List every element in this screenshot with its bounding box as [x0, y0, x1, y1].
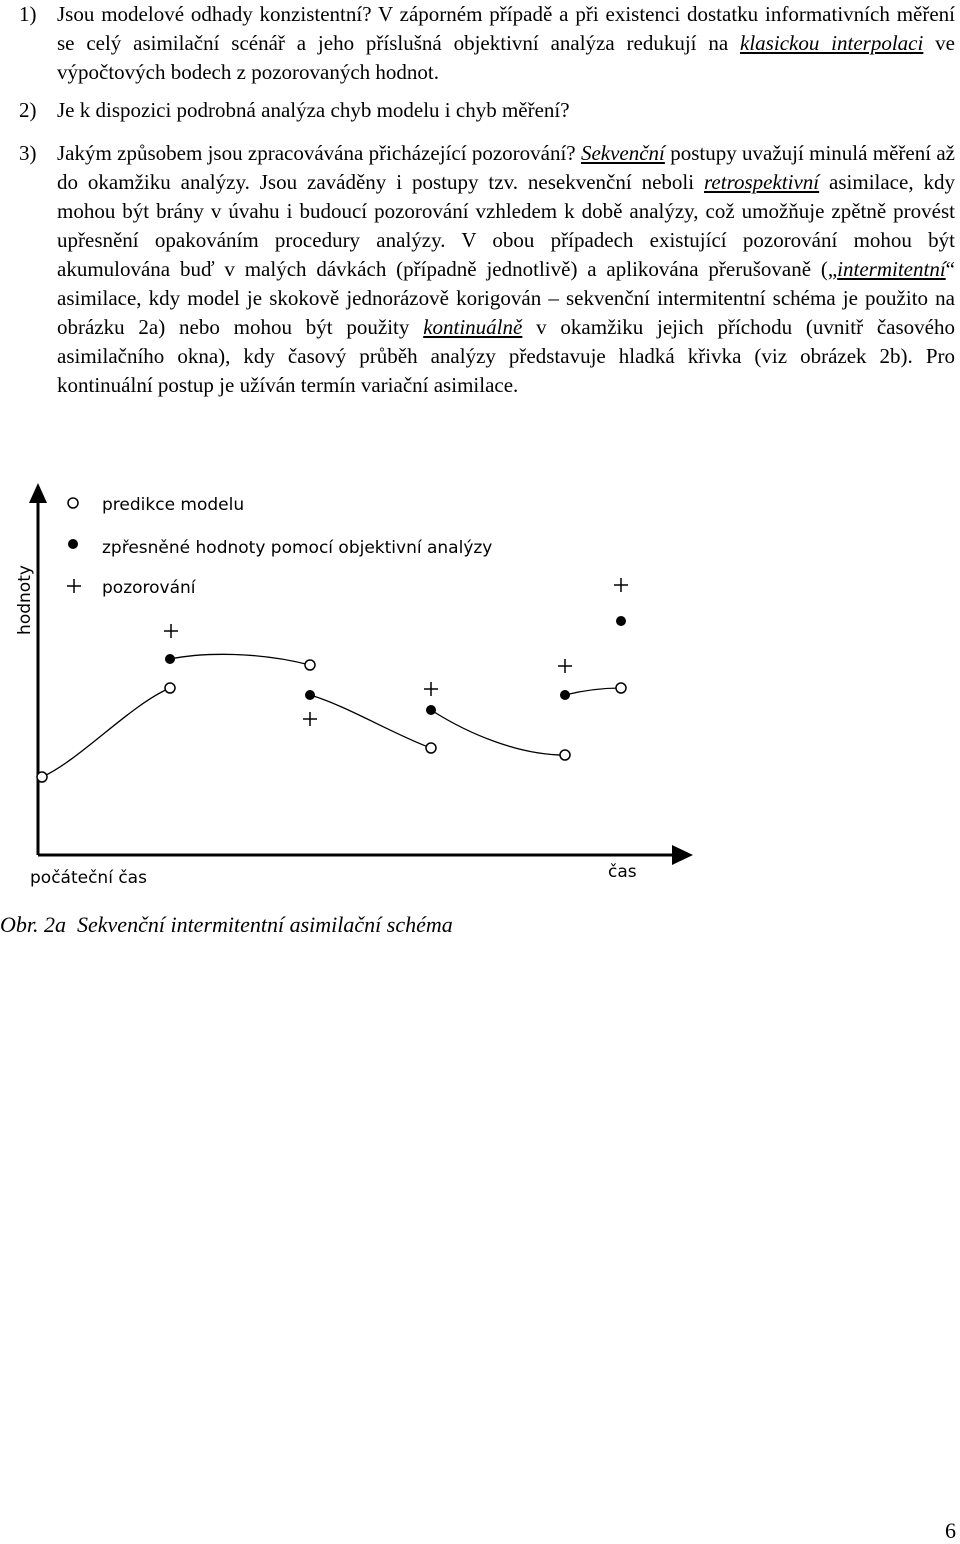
analysis-point — [305, 690, 315, 700]
x-axis-label: čas — [608, 862, 637, 882]
model-prediction-point — [560, 750, 570, 760]
caption-text: Sekvenční intermitentní asimilační schéma — [77, 912, 453, 937]
page-number: 6 — [945, 1518, 956, 1543]
list-item-1 — [19, 0, 955, 87]
legend-analysis-label: zpřesněné hodnoty pomocí objektivní analýzy — [102, 538, 493, 558]
text-run: v okamžiku jejich příchodu (uvnitř časového asimilačního okna), kdy časový průběh analýzy představuje hladká křivka (viz obrázek 2b). Pro kontinuální postup je užíván termín variační asimilace. — [57, 315, 955, 397]
text-run: asimilace, kdy mohou být brány v úvahu i budoucí pozorování vzhledem k době analýzy, což umožňuje zpětně provést upřesnění opakováním procedury analýzy. V obou případech existující pozorování mohou být akumulována buď v malých dávkách (případně jednotlivě) a aplikována přerušovaně („ — [57, 170, 955, 281]
model-curve-segment — [170, 654, 310, 665]
legend-filled-circle-icon — [68, 539, 78, 549]
model-prediction-point — [616, 683, 626, 693]
text-run: postupy uvažují minulá měření až do okamžiku analýzy. Jsou zaváděny i postupy tzv. nesekvenční neboli — [57, 141, 955, 194]
text-run: Je k dispozici podrobná analýza chyb modelu i chyb měření? — [57, 98, 570, 122]
caption-label: Obr. 2a — [0, 912, 67, 937]
model-curve-segment — [431, 710, 565, 755]
list-item-3 — [19, 139, 955, 400]
analysis-point — [560, 690, 570, 700]
model-curve-segment — [42, 688, 170, 777]
y-axis-label: hodnoty — [15, 565, 35, 635]
model-prediction-point — [426, 743, 436, 753]
legend-obs-label: pozorování — [102, 578, 196, 598]
figure-caption — [0, 912, 453, 938]
term-retrospektivni: retrospektivní — [704, 170, 820, 194]
analysis-point — [165, 654, 175, 664]
list-number: 3) — [19, 141, 37, 165]
start-time-label: počáteční čas — [30, 868, 147, 888]
observation-point — [424, 682, 438, 696]
text-run: Jsou modelové odhady konzistentní? V záporném případě a při existenci dostatku informativních měření se celý asimilační scénář a jeho příslušná objektivní analýza redukují na — [57, 2, 955, 55]
observation-point — [164, 624, 178, 638]
assimilation-diagram — [0, 478, 720, 898]
x-axis-arrow-icon — [672, 845, 693, 865]
observation-point — [558, 659, 572, 673]
model-prediction-point — [165, 683, 175, 693]
observation-point — [303, 712, 317, 726]
legend-open-circle-icon — [68, 498, 78, 508]
list-number: 1) — [19, 2, 37, 26]
term-sekvencni: Sekvenční — [580, 141, 665, 165]
text-run: ve výpočtových bodech z pozorovaných hodnot. — [57, 31, 955, 84]
term-intermitentni: intermitentní — [837, 257, 946, 281]
model-prediction-point — [305, 660, 315, 670]
list-number: 2) — [19, 98, 37, 122]
legend-plus-icon — [67, 579, 81, 593]
analysis-point — [616, 616, 626, 626]
y-axis-arrow-icon — [29, 483, 47, 503]
model-prediction-point — [37, 772, 47, 782]
text-run: “ asimilace, kdy model je skokově jednorázově korigován – sekvenční intermitentní schéma je použito na obrázku 2a) nebo mohou být použity — [57, 257, 955, 339]
model-curve-segment — [310, 695, 431, 748]
term-kontinualne: kontinuálně — [423, 315, 523, 339]
observation-point — [614, 578, 628, 592]
term-klasicka-interpolace: klasickou interpolaci — [740, 31, 924, 55]
list-item-2 — [19, 96, 955, 125]
analysis-point — [426, 705, 436, 715]
legend-model-label: predikce modelu — [102, 495, 245, 515]
model-curve-segment — [565, 688, 621, 695]
text-run: Jakým způsobem jsou zpracovávána přicházející pozorování? — [57, 141, 581, 165]
